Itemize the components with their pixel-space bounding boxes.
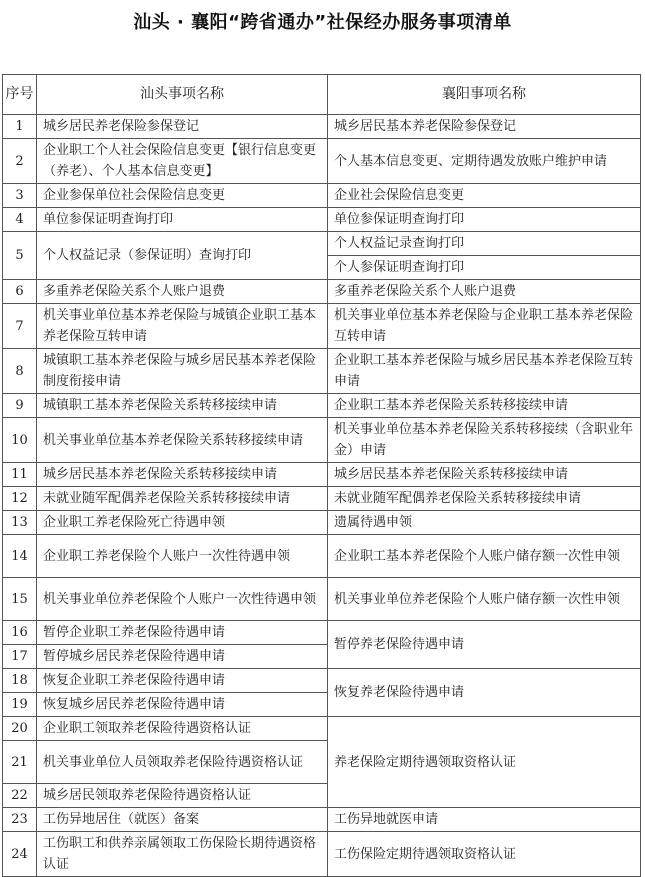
header-num: 序号 bbox=[3, 75, 37, 115]
row-num: 7 bbox=[3, 304, 37, 349]
xiangyang-item: 恢复养老保险待遇申请 bbox=[328, 669, 641, 717]
table-row bbox=[3, 280, 641, 304]
table-row bbox=[3, 717, 641, 741]
shantou-item: 机关事业单位基本养老保险关系转移接续申请 bbox=[37, 418, 328, 463]
row-num: 19 bbox=[3, 693, 37, 717]
header-shantou: 汕头事项名称 bbox=[37, 75, 328, 115]
row-num: 8 bbox=[3, 349, 37, 394]
shantou-item: 暂停城乡居民养老保险待遇申请 bbox=[37, 645, 328, 669]
xiangyang-item: 机关事业单位基本养老保险关系转移接续（含职业年金）申请 bbox=[328, 418, 641, 463]
table-row bbox=[3, 669, 641, 693]
xiangyang-item: 个人参保证明查询打印 bbox=[328, 256, 641, 280]
header-xiangyang: 襄阳事项名称 bbox=[328, 75, 641, 115]
shantou-item: 机关事业单位养老保险个人账户一次性待遇申领 bbox=[37, 578, 328, 621]
table-row bbox=[3, 184, 641, 208]
xiangyang-item: 多重养老保险关系个人账户退费 bbox=[328, 280, 641, 304]
row-num: 4 bbox=[3, 208, 37, 232]
row-num: 17 bbox=[3, 645, 37, 669]
shantou-item: 企业职工养老保险死亡待遇申领 bbox=[37, 511, 328, 535]
table-row bbox=[3, 487, 641, 511]
shantou-item: 未就业随军配偶养老保险关系转移接续申请 bbox=[37, 487, 328, 511]
table-row bbox=[3, 511, 641, 535]
xiangyang-item: 单位参保证明查询打印 bbox=[328, 208, 641, 232]
header-row bbox=[3, 75, 641, 115]
row-num: 1 bbox=[3, 115, 37, 139]
xiangyang-item: 机关事业单位养老保险个人账户储存额一次性申领 bbox=[328, 578, 641, 621]
table-row bbox=[3, 115, 641, 139]
row-num: 5 bbox=[3, 232, 37, 280]
row-num: 10 bbox=[3, 418, 37, 463]
xiangyang-item: 机关事业单位基本养老保险与企业职工基本养老保险互转申请 bbox=[328, 304, 641, 349]
table-row bbox=[3, 349, 641, 394]
shantou-item: 恢复城乡居民养老保险待遇申请 bbox=[37, 693, 328, 717]
table-row bbox=[3, 139, 641, 184]
row-num: 24 bbox=[3, 832, 37, 877]
row-num: 21 bbox=[3, 741, 37, 784]
shantou-item: 企业职工养老保险个人账户一次性待遇申领 bbox=[37, 535, 328, 578]
table-row bbox=[3, 621, 641, 645]
shantou-item: 单位参保证明查询打印 bbox=[37, 208, 328, 232]
row-num: 11 bbox=[3, 463, 37, 487]
shantou-item: 机关事业单位基本养老保险与城镇企业职工基本养老保险互转申请 bbox=[37, 304, 328, 349]
xiangyang-item: 企业职工基本养老保险关系转移接续申请 bbox=[328, 394, 641, 418]
page-title: 汕头 · 襄阳“跨省通办”社保经办服务事项清单 bbox=[133, 12, 512, 33]
xiangyang-item: 暂停养老保险待遇申请 bbox=[328, 621, 641, 669]
row-num: 12 bbox=[3, 487, 37, 511]
table-row bbox=[3, 208, 641, 232]
xiangyang-item: 遗属待遇申领 bbox=[328, 511, 641, 535]
shantou-item: 恢复企业职工养老保险待遇申请 bbox=[37, 669, 328, 693]
shantou-item: 企业参保单位社会保险信息变更 bbox=[37, 184, 328, 208]
table-row bbox=[3, 232, 641, 256]
row-num: 2 bbox=[3, 139, 37, 184]
xiangyang-item: 工伤异地就医申请 bbox=[328, 808, 641, 832]
shantou-item: 暂停企业职工养老保险待遇申请 bbox=[37, 621, 328, 645]
xiangyang-item: 未就业随军配偶养老保险关系转移接续申请 bbox=[328, 487, 641, 511]
shantou-item: 城乡居民基本养老保险关系转移接续申请 bbox=[37, 463, 328, 487]
row-num: 3 bbox=[3, 184, 37, 208]
shantou-item: 城镇职工基本养老保险关系转移接续申请 bbox=[37, 394, 328, 418]
shantou-item: 工伤职工和供养亲属领取工伤保险长期待遇资格认证 bbox=[37, 832, 328, 877]
services-table bbox=[2, 74, 641, 877]
row-num: 9 bbox=[3, 394, 37, 418]
row-num: 13 bbox=[3, 511, 37, 535]
row-num: 14 bbox=[3, 535, 37, 578]
row-num: 16 bbox=[3, 621, 37, 645]
shantou-item: 个人权益记录（参保证明）查询打印 bbox=[37, 232, 328, 280]
table-row bbox=[3, 304, 641, 349]
row-num: 23 bbox=[3, 808, 37, 832]
xiangyang-item: 养老保险定期待遇领取资格认证 bbox=[328, 717, 641, 808]
xiangyang-item: 企业职工基本养老保险与城乡居民基本养老保险互转申请 bbox=[328, 349, 641, 394]
shantou-item: 城乡居民领取养老保险待遇资格认证 bbox=[37, 784, 328, 808]
table-row bbox=[3, 832, 641, 877]
xiangyang-item: 企业社会保险信息变更 bbox=[328, 184, 641, 208]
row-num: 18 bbox=[3, 669, 37, 693]
table-row bbox=[3, 394, 641, 418]
shantou-item: 城乡居民养老保险参保登记 bbox=[37, 115, 328, 139]
table-row bbox=[3, 418, 641, 463]
shantou-item: 多重养老保险关系个人账户退费 bbox=[37, 280, 328, 304]
shantou-item: 城镇职工基本养老保险与城乡居民基本养老保险制度衔接申请 bbox=[37, 349, 328, 394]
table-row bbox=[3, 535, 641, 578]
table-row bbox=[3, 463, 641, 487]
table-row bbox=[3, 808, 641, 832]
row-num: 6 bbox=[3, 280, 37, 304]
row-num: 15 bbox=[3, 578, 37, 621]
shantou-item: 企业职工领取养老保险待遇资格认证 bbox=[37, 717, 328, 741]
shantou-item: 企业职工个人社会保险信息变更【银行信息变更（养老）、个人基本信息变更】 bbox=[37, 139, 328, 184]
xiangyang-item: 城乡居民基本养老保险关系转移接续申请 bbox=[328, 463, 641, 487]
xiangyang-item: 个人权益记录查询打印 bbox=[328, 232, 641, 256]
xiangyang-item: 城乡居民基本养老保险参保登记 bbox=[328, 115, 641, 139]
xiangyang-item: 企业职工基本养老保险个人账户储存额一次性申领 bbox=[328, 535, 641, 578]
row-num: 20 bbox=[3, 717, 37, 741]
row-num: 22 bbox=[3, 784, 37, 808]
table-row bbox=[3, 578, 641, 621]
shantou-item: 机关事业单位人员领取养老保险待遇资格认证 bbox=[37, 741, 328, 784]
xiangyang-item: 工伤保险定期待遇领取资格认证 bbox=[328, 832, 641, 877]
shantou-item: 工伤异地居住（就医）备案 bbox=[37, 808, 328, 832]
xiangyang-item: 个人基本信息变更、定期待遇发放账户维护申请 bbox=[328, 139, 641, 184]
